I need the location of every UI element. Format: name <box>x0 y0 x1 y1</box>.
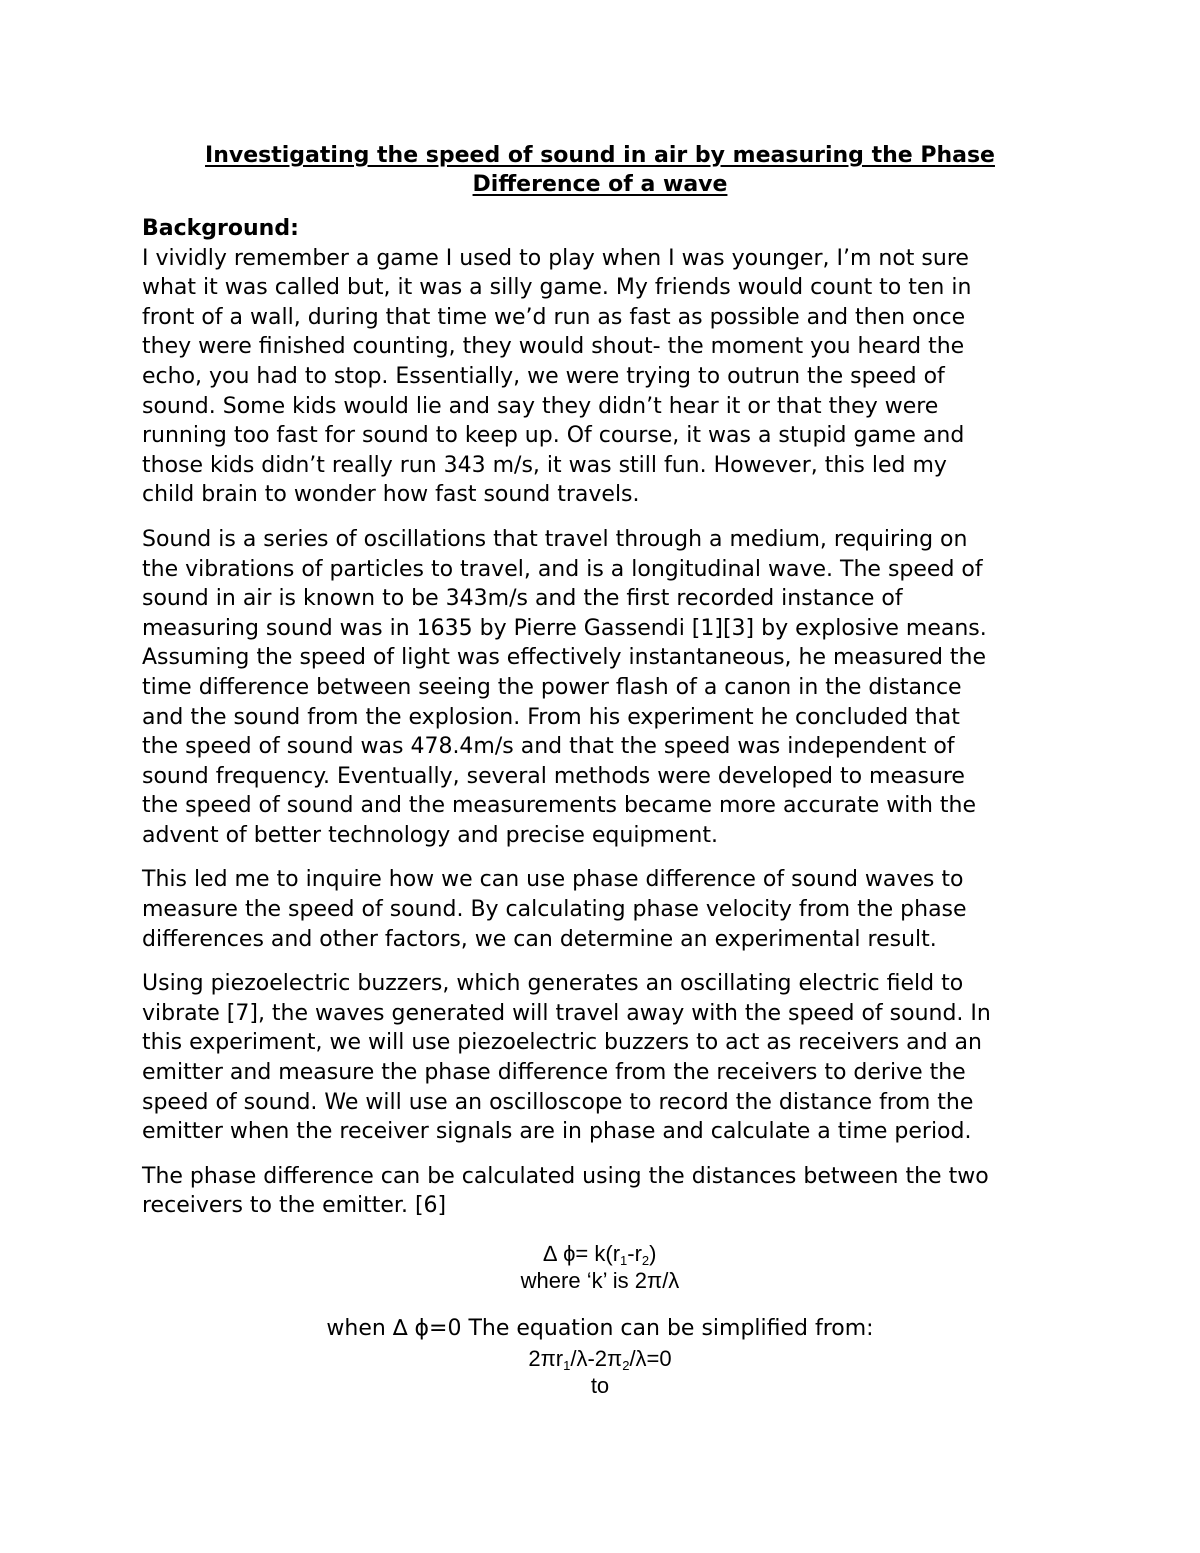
section-heading: Background: <box>142 216 299 241</box>
text-line: measuring sound was in 1635 by Pierre Gassendi [1][3] by explosive means. <box>142 615 987 641</box>
paragraph-3 <box>142 865 1062 954</box>
document-title <box>142 141 1058 199</box>
text-line: those kids didn’t really run 343 m/s, it was still fun. However, this led my <box>142 452 947 478</box>
title-line-2: Difference of a wave <box>472 172 728 197</box>
equation-line: $2\pi r_1/\lambda-2\pi_2/\lambda=0$ <box>528 1346 672 1373</box>
text-line: and the sound from the explosion. From his experiment he concluded that <box>142 704 960 730</box>
text-line: receivers to the emitter. [6] <box>142 1193 447 1219</box>
equation-simplified <box>142 1345 1058 1399</box>
text-line: This led me to inquire how we can use phase difference of sound waves to <box>142 867 964 893</box>
text-line: measure the speed of sound. By calculating phase velocity from the phase <box>142 897 967 923</box>
text-line: advent of better technology and precise equipment. <box>142 822 718 848</box>
text-line: Assuming the speed of light was effectively instantaneous, he measured the <box>142 645 987 671</box>
text-line: sound. Some kids would lie and say they didn’t hear it or that they were <box>142 393 939 419</box>
equation-phase-difference <box>142 1240 1058 1294</box>
text-line: Sound is a series of oscillations that travel through a medium, requiring on <box>142 526 968 552</box>
text-line: time difference between seeing the power flash of a canon in the distance <box>142 674 962 700</box>
text-line: differences and other factors, we can determine an experimental result. <box>142 926 937 952</box>
text-line: running too fast for sound to keep up. Of course, it was a stupid game and <box>142 423 965 449</box>
text-line: echo, you had to stop. Essentially, we were trying to outrun the speed of <box>142 363 945 389</box>
text-line: Using piezoelectric buzzers, which generates an oscillating electric field to <box>142 971 964 997</box>
title-line-1: Investigating the speed of sound in air by measuring the Phase <box>205 143 995 168</box>
equation-note: where ‘k’ is 2π/λ <box>520 1268 680 1293</box>
text-line: what it was called but, it was a silly game. My friends would count to ten in <box>142 275 972 301</box>
equation-line: ∆ $\phi= k(r_1-r_2)$ <box>543 1241 657 1268</box>
text-line: this experiment, we will use piezoelectric buzzers to act as receivers and an <box>142 1030 982 1056</box>
text-line: emitter when the receiver signals are in phase and calculate a time period. <box>142 1119 972 1145</box>
equation-next-text: to <box>590 1373 610 1398</box>
text-line: sound frequency. Eventually, several methods were developed to measure <box>142 763 965 789</box>
text-line: the vibrations of particles to travel, and is a longitudinal wave. The speed of <box>142 556 983 582</box>
equation-intro-text: when ∆ ϕ=0 The equation can be simplified from: <box>326 1316 874 1341</box>
text-line: the speed of sound was 478.4m/s and that the speed was independent of <box>142 734 955 760</box>
text-line: they were finished counting, they would shout- the moment you heard the <box>142 334 965 360</box>
document-body <box>142 214 1062 1236</box>
text-line: front of a wall, during that time we’d run as fast as possible and then once <box>142 304 966 330</box>
text-line: The phase difference can be calculated using the distances between the two <box>142 1163 989 1189</box>
equation-intro <box>142 1315 1058 1342</box>
paragraph-5 <box>142 1162 1062 1221</box>
paragraph-4 <box>142 969 1062 1147</box>
text-line: emitter and measure the phase difference from the receivers to derive the <box>142 1060 966 1086</box>
text-line: the speed of sound and the measurements became more accurate with the <box>142 793 977 819</box>
paragraph-1 <box>142 244 1062 510</box>
text-line: sound in air is known to be 343m/s and the first recorded instance of <box>142 586 903 612</box>
text-line: vibrate [7], the waves generated will travel away with the speed of sound. In <box>142 1000 991 1026</box>
text-line: speed of sound. We will use an oscilloscope to record the distance from the <box>142 1089 974 1115</box>
text-line: I vividly remember a game I used to play when I was younger, I’m not sure <box>142 245 969 271</box>
paragraph-2 <box>142 525 1062 851</box>
text-line: child brain to wonder how fast sound travels. <box>142 482 640 508</box>
